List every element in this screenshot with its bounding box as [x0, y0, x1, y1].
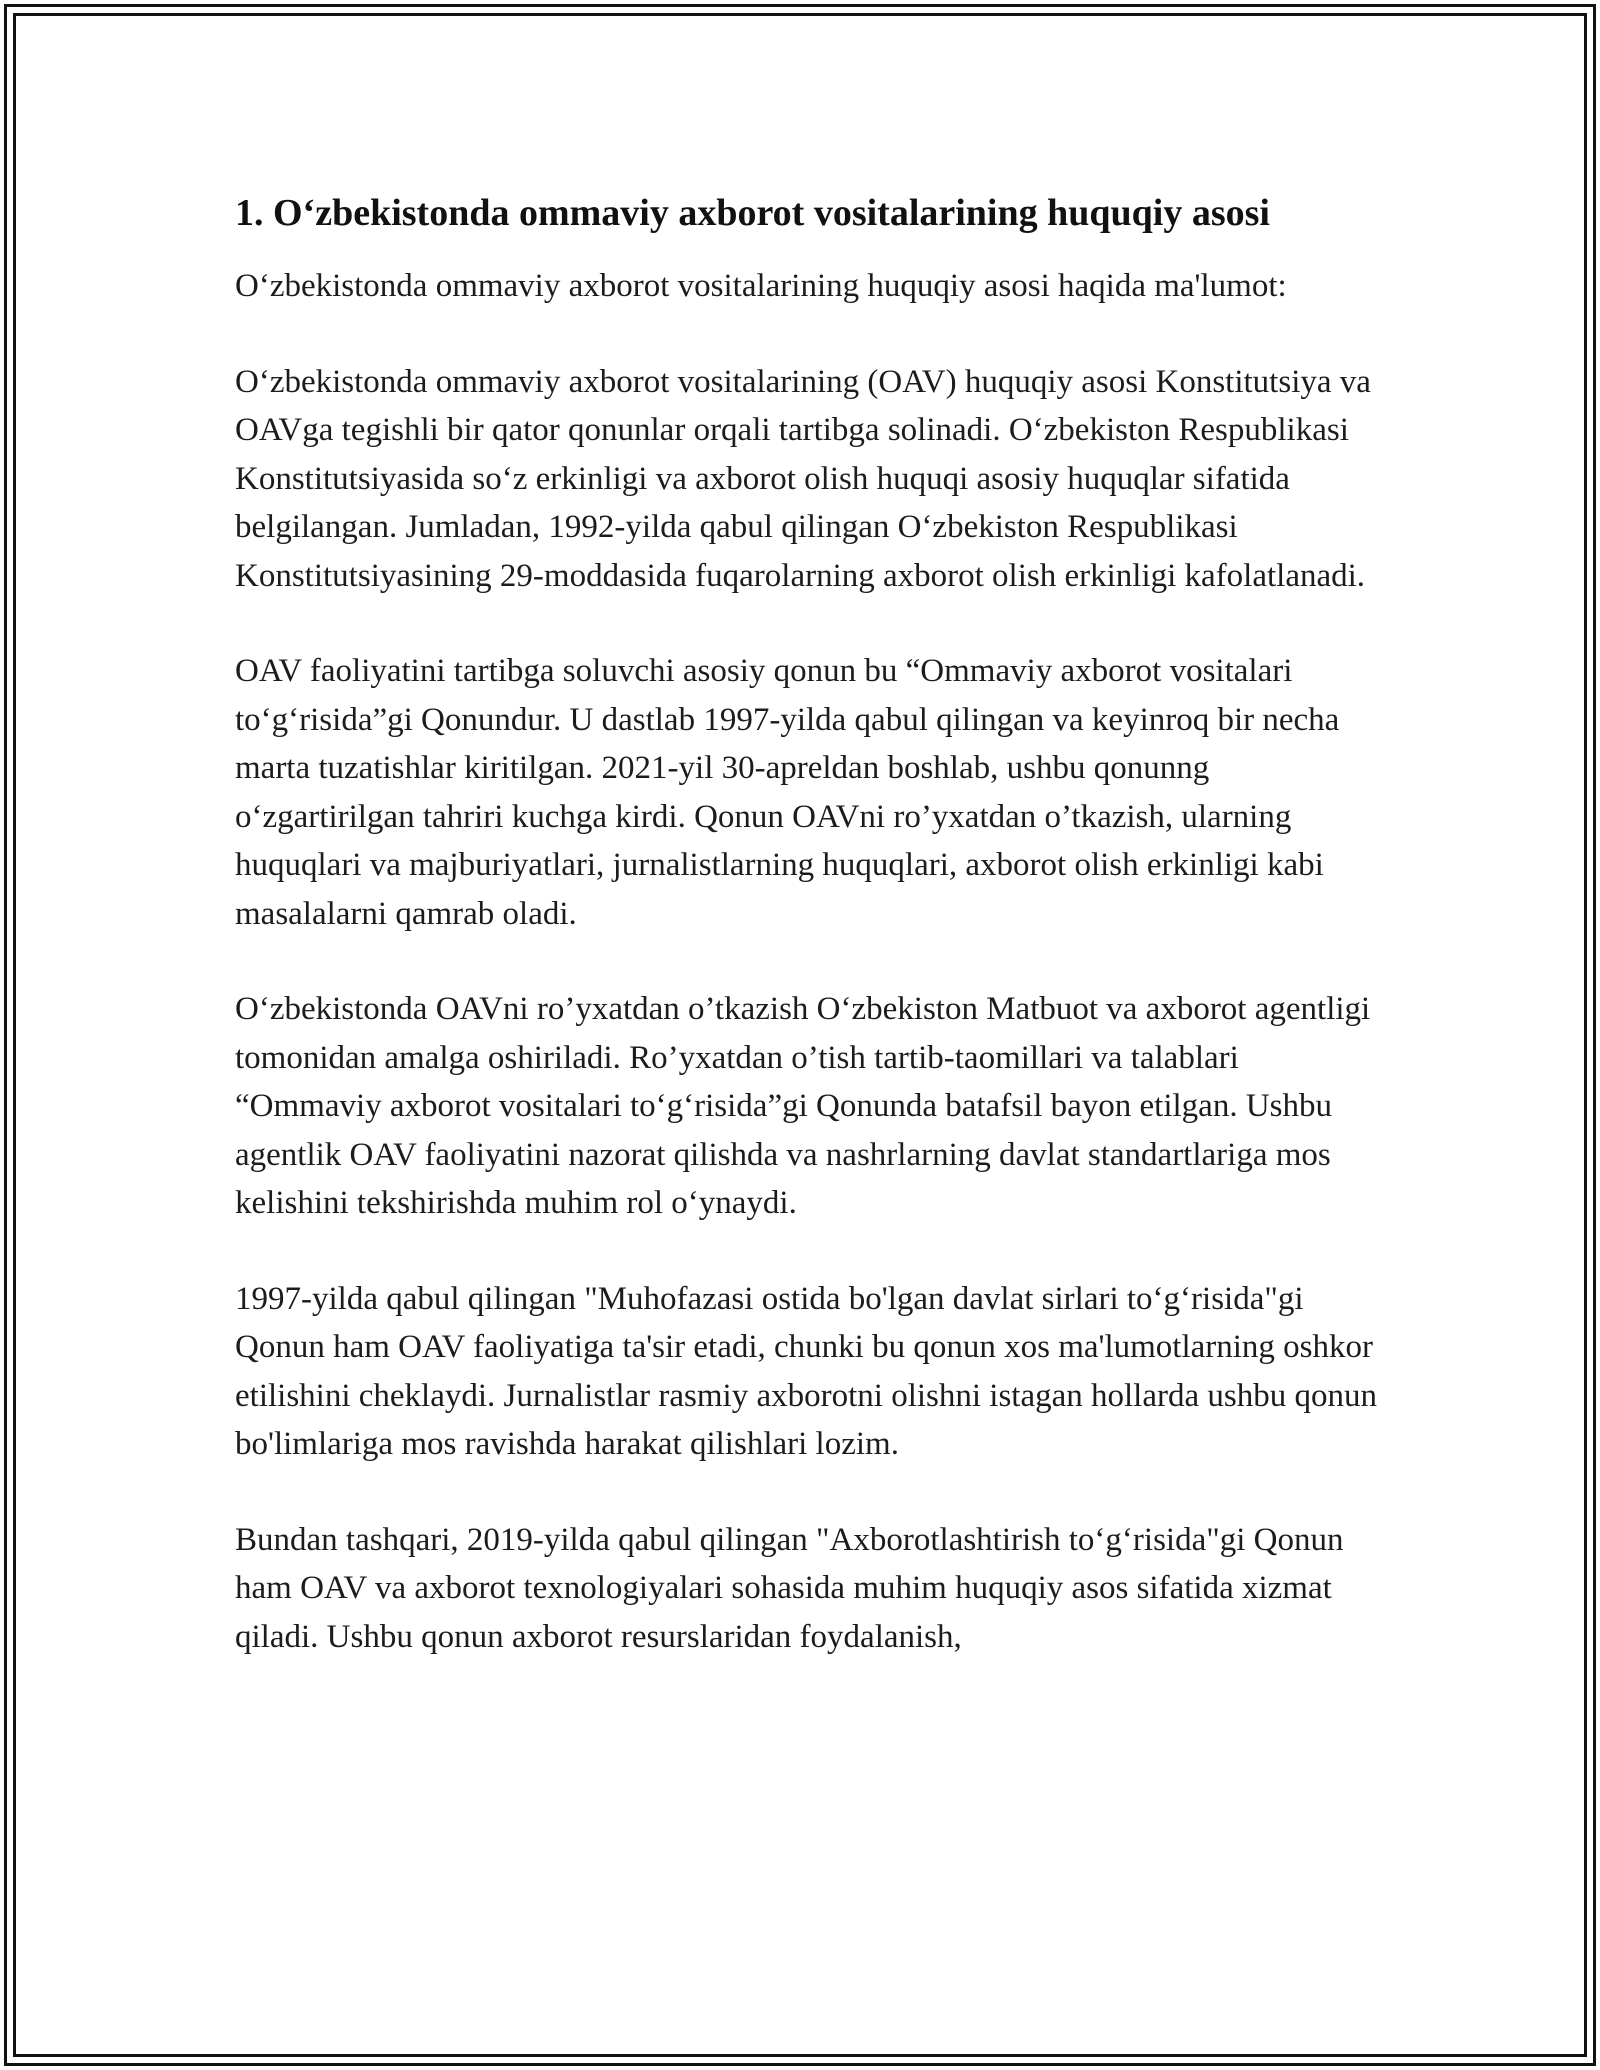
paragraph-media-law: OAV faoliyatini tartibga soluvchi asosiy qonun bu “Ommaviy axborot vositalari to‘g‘risida”gi Qonundur. U dastlab 1997-yilda qabul qilingan va keyinroq bir necha marta tuzatishlar kiritilgan. 2021-yil 30-apreldan boshlab, ushbu qonunng o‘zgartirilgan tahriri kuchga kirdi. Qonun OAVni ro’yxatdan o’tkazish, ularning huquqlari va majburiyatlari, jurnalistlarning huquqlari, axborot olish erkinligi kabi masalalarni qamrab oladi.	[235, 653, 1340, 932]
paragraph-intro: O‘zbekistonda ommaviy axborot vositalarining huquqiy asosi haqida ma'lumot:	[235, 268, 1287, 304]
paragraph-state-secrets-law: 1997-yilda qabul qilingan "Muhofazasi ostida bo'lgan davlat sirlari to‘g‘risida"gi Qonun ham OAV faoliyatiga ta'sir etadi, chunki bu qonun xos ma'lumotlarning oshkor etilishini cheklaydi. Jurnalistlar rasmiy axborotni olishni istagan hollarda ushbu qonun bo'limlariga mos ravishda harakat qilishlari lozim.	[235, 1280, 1377, 1462]
paragraph-registration: O‘zbekistonda OAVni ro’yxatdan o’tkazish O‘zbekiston Matbuot va axborot agentligi tomonidan amalga oshiriladi. Ro’yxatdan o’tish tartib-taomillari va talablari “Ommaviy axborot vositalari to‘g‘risida”gi Qonunda batafsil bayon etilgan. Ushbu agentlik OAV faoliyatini nazorat qilishda va nashrlarning davlat standartlariga mos kelishini tekshirishda muhim rol o‘ynaydi.	[235, 991, 1371, 1221]
paragraph-informatization-law: Bundan tashqari, 2019-yilda qabul qilingan "Axborotlashtirish to‘g‘risida"gi Qonun ham OAV va axborot texnologiyalari sohasida muhim huquqiy asos sifatida xizmat qiladi. Ushbu qonun axborot resurslaridan foydalanish,	[235, 1521, 1344, 1655]
document-title: 1. O‘zbekistonda ommaviy axborot vositalarining huquqiy asosi	[235, 192, 1270, 234]
document-body	[235, 186, 1385, 1661]
paragraph-constitution: O‘zbekistonda ommaviy axborot vositalarining (OAV) huquqiy asosi Konstitutsiya va OAVga tegishli bir qator qonunlar orqali tartibga solinadi. O‘zbekiston Respublikasi Konstitutsiyasida so‘z erkinligi va axborot olish huquqi asosiy huquqlar sifatida belgilangan. Jumladan, 1992-yilda qabul qilingan O‘zbekiston Respublikasi Konstitutsiyasining 29-moddasida fuqarolarning axborot olish erkinligi kafolatlanadi.	[235, 363, 1371, 594]
